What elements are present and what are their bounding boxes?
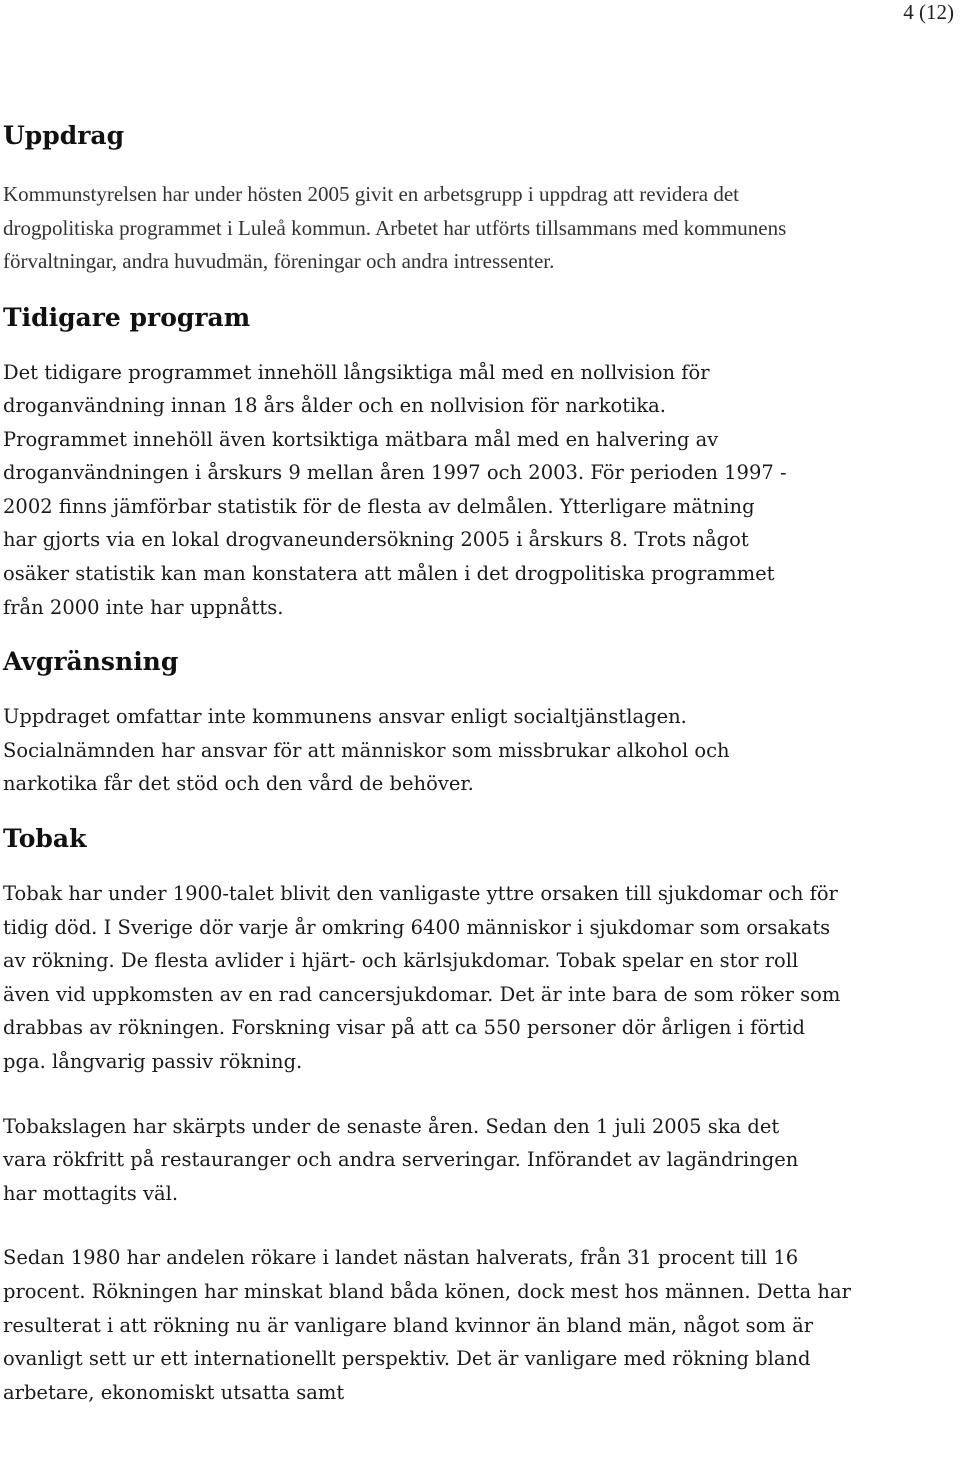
page-number: 4 (12) <box>903 0 954 24</box>
paragraph-tidigare-program: Det tidigare programmet innehöll långsiktiga mål med en nollvision för droganvändning innan 18 års ålder och en nollvision för narkotika. Programmet innehöll även kortsiktiga mätbara mål med en halvering av droganvändningen i årskurs 9 mellan åren 1997 och 2003. För perioden 1997 - 2002 finns jämförbar statistik för de flesta av delmålen. Ytterligare mätning har gjorts via en lokal drogvaneundersökning 2005 i årskurs 8. Trots något osäker statistik kan man konstatera att målen i det drogpolitiska programmet från 2000 inte har uppnåtts. <box>3 360 787 619</box>
heading-tobak: Tobak <box>3 824 87 854</box>
heading-tidigare-program: Tidigare program <box>3 302 251 332</box>
paragraph-avgransning: Uppdraget omfattar inte kommunens ansvar enligt socialtjänstlagen. Socialnämnden har ansvar för att människor som missbrukar alkohol och narkotika får det stöd och den vård de behöver. <box>3 705 730 796</box>
heading-uppdrag: Uppdrag <box>3 121 125 150</box>
heading-avgransning: Avgränsning <box>3 647 179 677</box>
document-body <box>3 120 953 1409</box>
paragraph-tobak-3: Sedan 1980 har andelen rökare i landet nästan halverats, från 31 procent till 16 procent. Rökningen har minskat bland båda könen, dock mest hos männen. Detta har resulterat i att rökning nu är vanligare bland kvinnor än bland män, något som är ovanligt sett ur ett internationellt perspektiv. Det är vanligare med rökning bland arbetare, ekonomiskt utsatta samt <box>3 1246 851 1404</box>
paragraph-tobak-1: Tobak har under 1900-talet blivit den vanligaste yttre orsaken till sjukdomar och för tidig död. I Sverige dör varje år omkring 6400 människor i sjukdomar som orsakats av rökning. De flesta avlider i hjärt- och kärlsjukdomar. Tobak spelar en stor roll även vid uppkomsten av en rad cancersjukdomar. Det är inte bara de som röker som drabbas av rökningen. Forskning visar på att ca 550 personer dör årligen i förtid pga. långvarig passiv rökning. <box>3 882 841 1073</box>
paragraph-tobak-2: Tobakslagen har skärpts under de senaste åren. Sedan den 1 juli 2005 ska det vara rökfritt på restauranger och andra serveringar. Införandet av lagändringen har mottagits väl. <box>3 1114 799 1205</box>
paragraph-uppdrag: Kommunstyrelsen har under hösten 2005 givit en arbetsgrupp i uppdrag att revidera det drogpolitiska programmet i Luleå kommun. Arbetet har utförts tillsammans med kommunens förvaltningar, andra huvudmän, föreningar och andra intressenter. <box>3 182 787 273</box>
